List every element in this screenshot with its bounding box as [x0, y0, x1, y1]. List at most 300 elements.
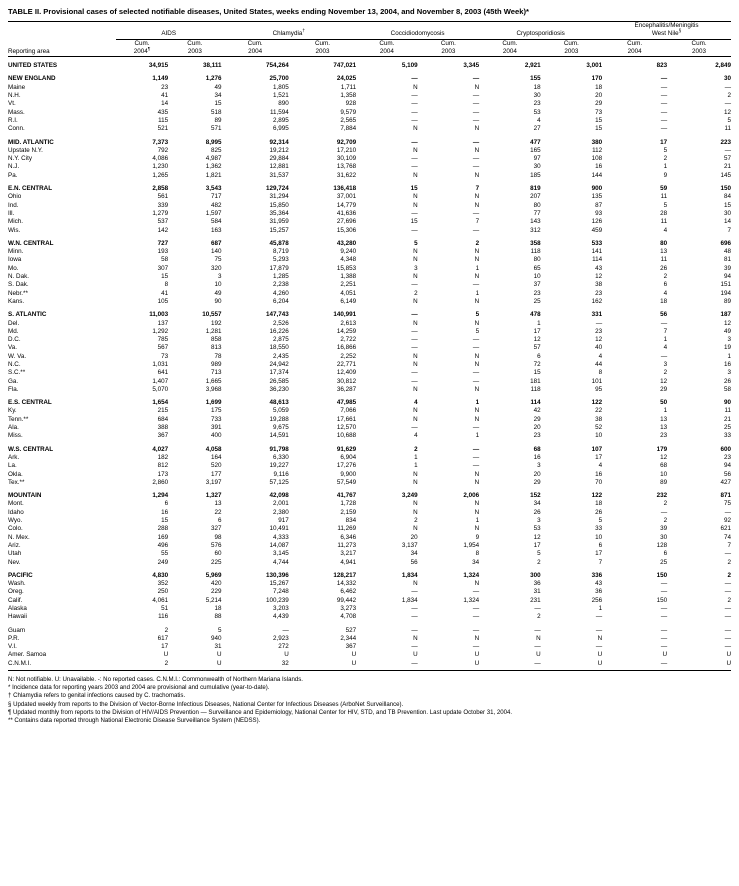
row-value: 1,324 — [463, 571, 480, 579]
row-value: 940 — [211, 634, 222, 642]
table-row — [8, 273, 731, 281]
table-row — [8, 290, 731, 298]
row-value: 26 — [660, 264, 668, 272]
row-value: — — [411, 92, 418, 100]
row-value: 4,051 — [340, 289, 357, 297]
row-value: 11 — [724, 407, 731, 415]
row-value: 47,985 — [336, 399, 357, 407]
row-area-label: Conn. — [8, 125, 25, 133]
row-value: — — [472, 75, 480, 83]
row-value: 2,344 — [340, 634, 357, 642]
row-value: 144 — [591, 171, 603, 179]
row-value: 22 — [214, 508, 222, 516]
footnote-legend: N: Not notifiable. U: Unavailable. -: No reported cases. C.N.M.I.: Commonwealth of Northern Mariana Islands. — [8, 676, 303, 684]
row-value: 51 — [161, 605, 169, 612]
row-value: 36,287 — [336, 385, 357, 393]
row-area-label: S. Dak. — [8, 281, 29, 289]
row-value: 17 — [595, 453, 603, 461]
row-area-label: C.N.M.I. — [8, 659, 32, 667]
row-value: 81 — [723, 256, 731, 264]
row-value: 1,954 — [463, 541, 480, 549]
table-row — [8, 588, 731, 596]
row-value: 10 — [214, 281, 222, 289]
row-value: 4 — [414, 399, 418, 407]
row-value: 105 — [157, 297, 169, 305]
row-value: — — [411, 163, 418, 171]
row-value: 15 — [161, 517, 169, 525]
row-value: 4 — [663, 344, 668, 352]
row-value: 34 — [410, 550, 418, 558]
row-value: 427 — [720, 478, 731, 486]
row-value: 823 — [656, 62, 668, 70]
row-value: 52 — [595, 424, 603, 432]
row-value: N — [474, 297, 480, 305]
table-row — [8, 369, 731, 377]
row-area-label: Maine — [8, 83, 26, 91]
row-value: 6,346 — [340, 533, 357, 541]
row-value: 7,066 — [340, 407, 357, 415]
table-row — [8, 155, 731, 163]
table-row — [8, 500, 731, 508]
row-value: U — [536, 651, 541, 659]
row-value: 4 — [663, 226, 668, 234]
row-area-label: D.C. — [8, 336, 21, 344]
row-area-label: Okla. — [8, 470, 23, 478]
row-value: N — [474, 248, 480, 256]
row-value: — — [411, 138, 418, 146]
row-area-label: Tex.** — [8, 478, 25, 486]
row-value: 181 — [530, 377, 541, 385]
row-value: 60 — [214, 550, 222, 558]
row-value: 2,252 — [340, 352, 357, 360]
row-area-label: Hawaii — [8, 613, 27, 621]
row-value: 2,923 — [273, 634, 289, 642]
row-area-label: Nebr.** — [8, 289, 28, 297]
group-header-cryptosporidiosis: Cryptosporidiosis — [479, 22, 602, 40]
row-value: 40 — [595, 344, 603, 352]
row-value: 2,526 — [273, 319, 289, 327]
row-value: 14,259 — [336, 327, 357, 335]
row-value: 1 — [414, 453, 418, 461]
row-value: 307 — [157, 264, 169, 272]
row-value: 169 — [157, 533, 169, 541]
row-area-label: Idaho — [8, 508, 24, 516]
row-value: 229 — [211, 588, 222, 596]
table-colhead-year-row — [8, 48, 731, 57]
row-area-label: Miss. — [8, 432, 23, 440]
row-value: 26 — [533, 508, 541, 516]
row-value: U — [413, 651, 418, 659]
row-value: 520 — [211, 462, 222, 470]
row-value: 89 — [214, 116, 222, 124]
row-value: 98 — [214, 533, 222, 541]
row-value: — — [472, 209, 480, 217]
row-value: 3,345 — [463, 62, 480, 70]
row-value: N — [474, 352, 480, 360]
row-value: 339 — [157, 201, 169, 209]
row-value: 10,688 — [336, 432, 357, 440]
colhead-cum: Cum. — [379, 39, 395, 47]
row-value: 8,719 — [273, 248, 289, 256]
row-value: 15 — [533, 369, 541, 377]
row-value: 15 — [595, 125, 603, 133]
row-value: N — [413, 360, 418, 368]
row-value: 4 — [598, 352, 603, 360]
row-value: 533 — [591, 239, 603, 247]
row-value: U — [216, 659, 222, 667]
row-value: 4 — [663, 289, 668, 297]
row-value: — — [595, 643, 603, 651]
row-value: 3,968 — [205, 385, 222, 393]
row-area-label: N.J. — [8, 163, 20, 171]
row-area-label: Wis. — [8, 226, 21, 234]
row-value: — — [660, 319, 668, 327]
row-value: 91,798 — [269, 445, 289, 453]
row-value: 30 — [660, 533, 668, 541]
row-value: 91,629 — [336, 445, 357, 453]
row-value: 143 — [530, 218, 541, 226]
row-value: 527 — [345, 626, 357, 634]
row-value: 107 — [591, 445, 603, 453]
row-value: 1,521 — [273, 92, 289, 100]
row-value: 3,001 — [586, 62, 603, 70]
row-value: 1,285 — [273, 273, 289, 281]
row-value: 17,374 — [269, 369, 289, 377]
row-value: 53 — [533, 108, 541, 116]
row-value: 36 — [595, 588, 603, 596]
row-value: 1,834 — [401, 571, 418, 579]
row-value: 256 — [591, 596, 603, 604]
row-value: 15 — [410, 218, 418, 226]
row-value: 2,613 — [340, 319, 357, 327]
row-value: — — [724, 83, 731, 91]
table-row — [8, 139, 731, 147]
row-value: 170 — [591, 75, 603, 83]
row-value: 41 — [161, 289, 169, 297]
row-value: 23 — [595, 289, 603, 297]
row-value: 1,665 — [205, 377, 222, 385]
row-value: 30 — [533, 92, 541, 100]
table-row — [8, 281, 731, 289]
row-value: 12 — [723, 108, 731, 116]
row-value: 150 — [656, 596, 668, 604]
row-value: 49 — [214, 289, 222, 297]
row-area-label: Alaska — [8, 605, 27, 612]
footnote-divider — [8, 670, 731, 671]
row-value: 57,549 — [336, 478, 357, 486]
row-value: 358 — [530, 239, 541, 247]
row-value: 1,281 — [205, 327, 222, 335]
row-value: — — [411, 281, 418, 289]
table-row — [8, 185, 731, 193]
row-value: 5 — [598, 517, 603, 525]
row-value: N — [474, 525, 480, 533]
row-value: 300 — [530, 571, 541, 579]
row-value: 118 — [530, 248, 541, 256]
row-value: 18 — [660, 297, 668, 305]
table-row — [8, 635, 731, 643]
row-value: 17 — [533, 541, 541, 549]
row-area-label: Calif. — [8, 596, 23, 604]
row-area-label: Pa. — [8, 171, 18, 179]
row-value: 2 — [414, 289, 418, 297]
row-value: N — [413, 193, 418, 201]
row-area-label: Mont. — [8, 500, 24, 508]
row-value: — — [660, 75, 668, 83]
row-value: 93 — [595, 209, 603, 217]
row-value: 11 — [660, 193, 668, 201]
row-value: — — [660, 626, 668, 634]
row-value: 1,597 — [205, 209, 222, 217]
row-value: 2 — [727, 92, 731, 100]
row-value: 10,557 — [202, 311, 222, 319]
row-value: 3 — [218, 273, 222, 281]
row-value: 20 — [533, 470, 541, 478]
row-value: 3,203 — [273, 605, 289, 612]
row-value: 15 — [595, 116, 603, 124]
row-value: 747,021 — [333, 62, 357, 70]
row-value: 34 — [214, 92, 222, 100]
row-value: 114 — [592, 256, 603, 264]
row-value: N — [474, 580, 480, 588]
row-value: 3 — [727, 369, 731, 377]
table-row — [8, 471, 731, 479]
row-value: — — [724, 100, 731, 108]
row-value: 90 — [723, 399, 731, 407]
row-area-label: PACIFIC — [8, 571, 33, 579]
row-value: 5 — [475, 311, 480, 319]
row-value: — — [411, 613, 418, 621]
row-value: 336 — [591, 571, 603, 579]
row-value: 812 — [157, 462, 169, 470]
table-row — [8, 163, 731, 171]
row-value: — — [472, 108, 480, 116]
row-value: 19,227 — [269, 462, 289, 470]
row-value: — — [411, 643, 418, 651]
row-value: 68 — [533, 445, 541, 453]
colhead-year-2004: 2004¶ — [116, 48, 168, 57]
row-value: 49 — [214, 83, 222, 91]
row-value: 1,294 — [152, 492, 169, 500]
table-row — [8, 446, 731, 454]
table-row — [8, 320, 731, 328]
row-value: 5 — [537, 550, 541, 558]
row-value: 6 — [164, 500, 169, 508]
row-value: 391 — [211, 424, 222, 432]
row-value: 17 — [595, 550, 603, 558]
row-value: 24,942 — [269, 360, 289, 368]
row-value: N — [474, 273, 480, 281]
row-value: — — [411, 424, 418, 432]
row-value: 5,070 — [152, 385, 169, 393]
row-value: 4,061 — [152, 596, 169, 604]
row-value: — — [724, 613, 731, 621]
row-area-label: NEW ENGLAND — [8, 75, 56, 83]
row-value: 5 — [218, 626, 222, 634]
row-value: 23 — [161, 83, 169, 91]
row-value: 29 — [660, 385, 668, 393]
row-value: 18 — [214, 605, 222, 612]
colhead-year-2004: 2004 — [479, 48, 541, 57]
table-row — [8, 336, 731, 344]
row-value: 14,332 — [336, 580, 357, 588]
row-area-label: V.I. — [8, 643, 17, 651]
row-value: 4,439 — [273, 613, 289, 621]
row-value: 2 — [414, 445, 418, 453]
row-value: 34 — [533, 500, 541, 508]
row-value: 521 — [157, 125, 169, 133]
table-row — [8, 386, 731, 394]
row-value: 15 — [723, 201, 731, 209]
row-value: — — [724, 580, 731, 588]
table-row — [8, 344, 731, 352]
row-value: 684 — [157, 415, 169, 423]
row-value: 11 — [660, 218, 668, 226]
row-value: 58 — [723, 385, 731, 393]
row-value: 561 — [157, 193, 169, 201]
row-value: 152 — [530, 492, 541, 500]
row-value: U — [474, 651, 480, 659]
group-header-chlamydia: Chlamydia† — [222, 22, 357, 40]
row-value: 10 — [595, 533, 603, 541]
row-value: — — [472, 226, 480, 234]
row-area-label: Tenn.** — [8, 415, 29, 423]
row-value: 42,098 — [269, 492, 289, 500]
row-value: 23 — [660, 432, 668, 440]
table-body — [8, 62, 731, 668]
row-area-label: Oreg. — [8, 588, 24, 596]
row-value: U — [597, 651, 603, 659]
row-value: U — [284, 651, 289, 659]
row-value: 122 — [591, 399, 603, 407]
row-area-label: Ga. — [8, 377, 19, 385]
row-value: 140 — [211, 248, 222, 256]
row-value: 6,995 — [273, 125, 289, 133]
table-row — [8, 361, 731, 369]
row-value: — — [472, 462, 480, 470]
row-value: 18,550 — [269, 344, 289, 352]
row-value: — — [411, 226, 418, 234]
table-row — [8, 525, 731, 533]
row-value: N — [413, 525, 418, 533]
row-value: 17 — [660, 138, 668, 146]
row-value: — — [411, 626, 418, 634]
row-value: 87 — [595, 201, 603, 209]
row-value: 88 — [214, 613, 222, 621]
row-value: 4 — [598, 462, 603, 470]
row-value: 5,109 — [401, 62, 418, 70]
row-value: 12,570 — [336, 424, 357, 432]
row-value: 1,031 — [152, 360, 169, 368]
row-value: 15,267 — [269, 580, 289, 588]
row-value: 116 — [158, 613, 169, 621]
row-value: 22,771 — [336, 360, 357, 368]
row-value: 26,585 — [269, 377, 289, 385]
row-value: 2,895 — [273, 116, 289, 124]
table-row — [8, 492, 731, 500]
row-value: 38 — [595, 281, 603, 289]
row-value: 1,324 — [463, 596, 480, 604]
row-value: 74 — [723, 533, 731, 541]
table-row — [8, 534, 731, 542]
row-value: 112 — [592, 146, 603, 154]
row-value: 2 — [663, 517, 668, 525]
row-value: 792 — [157, 146, 169, 154]
row-value: 23 — [533, 432, 541, 440]
row-value: 38 — [595, 415, 603, 423]
row-value: — — [660, 508, 668, 516]
row-area-label: N.Y. City — [8, 155, 33, 163]
row-value: 165 — [530, 146, 541, 154]
row-value: 25 — [723, 424, 731, 432]
colhead-cum: Cum. — [314, 39, 330, 47]
row-value: 16 — [161, 508, 169, 516]
row-value: 1,388 — [340, 273, 357, 281]
row-value: 43 — [595, 580, 603, 588]
row-value: 16,226 — [269, 327, 289, 335]
row-area-label: Ind. — [8, 201, 19, 209]
row-value: — — [660, 108, 668, 116]
row-value: 7 — [475, 218, 480, 226]
row-value: — — [660, 613, 668, 621]
row-area-label: La. — [8, 462, 17, 470]
row-value: 813 — [211, 344, 222, 352]
row-value: 312 — [530, 226, 541, 234]
row-value: — — [660, 634, 668, 642]
row-value: 12 — [595, 273, 603, 281]
row-value: 2 — [663, 273, 668, 281]
row-value: 1,230 — [152, 163, 169, 171]
row-value: N — [474, 407, 480, 415]
row-value: N — [474, 319, 480, 327]
row-value: — — [411, 605, 418, 612]
row-value: 193 — [157, 248, 169, 256]
row-value: 150 — [656, 571, 668, 579]
row-value: 114 — [530, 399, 541, 407]
group-header-coccidiodomycosis: Coccidiodomycosis — [356, 22, 479, 40]
row-value: 11,003 — [149, 311, 169, 319]
row-value: 420 — [211, 580, 222, 588]
row-value: 43 — [595, 264, 603, 272]
table-row — [8, 559, 731, 567]
row-value: 23 — [533, 289, 541, 297]
row-value: U — [351, 659, 357, 667]
row-value: — — [472, 445, 480, 453]
row-value: — — [660, 605, 668, 612]
row-value: 147,743 — [266, 311, 289, 319]
row-value: 29,884 — [269, 155, 289, 163]
row-value: 1 — [663, 336, 668, 344]
table-row — [8, 298, 731, 306]
row-value: 30,812 — [336, 377, 357, 385]
row-value: 4,260 — [273, 289, 289, 297]
row-value: 155 — [530, 75, 541, 83]
row-value: 30,109 — [336, 155, 357, 163]
table-row — [8, 84, 731, 92]
row-value: U — [216, 651, 222, 659]
row-value: N — [474, 201, 480, 209]
row-value: — — [724, 146, 731, 154]
row-value: 9,900 — [340, 470, 357, 478]
row-value: — — [534, 643, 541, 651]
row-value: U — [726, 651, 731, 659]
row-value: 145 — [720, 171, 731, 179]
row-area-label: Utah — [8, 550, 22, 558]
row-value: 57 — [533, 344, 541, 352]
row-value: 8 — [164, 281, 169, 289]
row-value: 16 — [595, 163, 603, 171]
row-value: 1,407 — [152, 377, 169, 385]
